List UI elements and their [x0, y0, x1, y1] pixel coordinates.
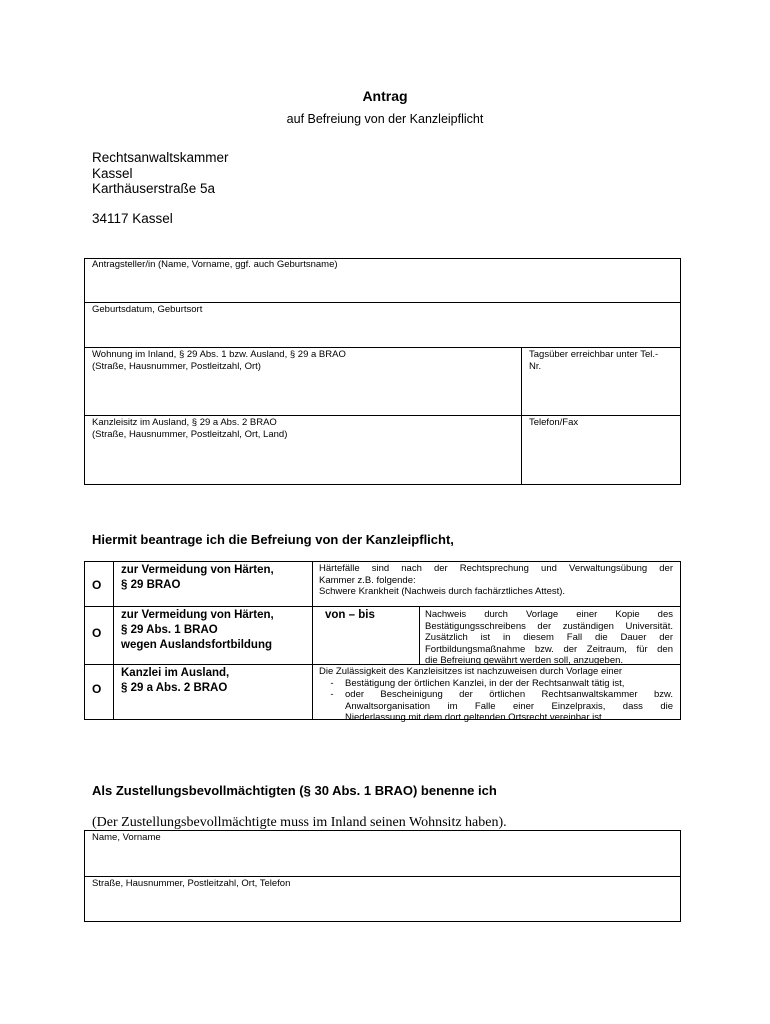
- agent-name-field[interactable]: Name, Vorname: [92, 832, 161, 843]
- option-label-line: § 29 BRAO: [121, 579, 181, 591]
- note-line: Schwere Krankheit (Nachweis durch fachärztliches Attest).: [319, 586, 566, 597]
- recipient-line: Rechtsanwaltskammer: [92, 150, 229, 165]
- recipient-postcode-city: 34117 Kassel: [92, 211, 173, 226]
- option-training-note: [425, 609, 673, 667]
- option-label-line: § 29 Abs. 1 BRAO: [121, 624, 218, 636]
- table-divider: [84, 415, 681, 416]
- table-divider: [419, 606, 420, 664]
- recipient-line: Karthäuserstraße 5a: [92, 181, 216, 196]
- option-label-line: zur Vermeidung von Härten,: [121, 609, 274, 621]
- note-line: Kammer z.B. folgende:: [319, 574, 416, 586]
- foreign-office-sublabel: (Straße, Hausnummer, Postleitzahl, Ort, Land): [92, 428, 288, 440]
- option-hardship-checkbox[interactable]: O: [92, 578, 102, 592]
- daytime-phone-label: Nr.: [529, 360, 542, 372]
- option-foreign-office-label: [121, 666, 229, 696]
- table-divider: [84, 302, 681, 303]
- option-foreign-office-note: [319, 666, 673, 724]
- note-line: Zusätzlich ist in diesem Fall die Dauer der: [425, 632, 673, 643]
- option-training-label: [121, 608, 274, 653]
- recipient-line: Kassel: [92, 165, 133, 181]
- note-line: Die Zulässigkeit des Kanzleisitzes ist nachzuweisen durch Vorlage einer: [319, 666, 623, 677]
- table-divider: [521, 347, 522, 485]
- option-hardship-label: [121, 563, 274, 593]
- option-hardship-note: [319, 563, 673, 598]
- option-training-checkbox[interactable]: O: [92, 626, 102, 640]
- note-line: oder Bescheinigung der örtlichen Rechtsanwaltskammer bzw.: [345, 689, 673, 700]
- note-line: Niederlassung mit dem dort geltenden Ortsrecht vereinbar ist.: [345, 712, 605, 723]
- option-label-line: Kanzlei im Ausland,: [121, 667, 230, 679]
- option-label-line: zur Vermeidung von Härten,: [121, 564, 274, 576]
- option-label-line: § 29 a Abs. 2 BRAO: [121, 682, 228, 694]
- option-foreign-office-checkbox[interactable]: O: [92, 682, 102, 696]
- training-period-field[interactable]: von – bis: [325, 609, 375, 621]
- table-divider: [84, 876, 681, 877]
- table-divider: [312, 561, 313, 720]
- document-title: Antrag: [362, 88, 408, 104]
- note-line: die Befreiung gewährt werden soll, anzugeben.: [425, 655, 624, 666]
- recipient-address: [92, 150, 229, 197]
- request-heading: Hiermit beantrage ich die Befreiung von der Kanzleipflicht,: [92, 532, 454, 547]
- document-subtitle: auf Befreiung von der Kanzleipflicht: [286, 112, 484, 126]
- residence-sublabel: (Straße, Hausnummer, Postleitzahl, Ort): [92, 360, 261, 372]
- note-bullet-item: [319, 689, 673, 724]
- phone-fax-field[interactable]: Telefon/Fax: [529, 417, 579, 428]
- residence-field[interactable]: [92, 349, 346, 372]
- agent-note: (Der Zustellungsbevollmächtigte muss im Inland seinen Wohnsitz haben).: [92, 815, 507, 830]
- note-line: Nachweis durch Vorlage einer Kopie des: [425, 609, 673, 620]
- note-line: Anwaltsorganisation im Falle einer Einzelpraxis, dass die: [345, 700, 673, 712]
- table-divider: [84, 347, 681, 348]
- foreign-office-field[interactable]: [92, 417, 287, 440]
- note-bullet-item: [319, 678, 673, 690]
- note-line: Fortbildungsmaßnahme bzw. der Zeitraum, für den: [425, 643, 673, 655]
- birth-date-place-field[interactable]: Geburtsdatum, Geburtsort: [92, 304, 203, 315]
- note-line: Bestätigungsschreibens der zuständigen Universität.: [425, 620, 673, 632]
- note-line: Bestätigung der örtlichen Kanzlei, in der der Rechtsanwalt tätig ist,: [345, 677, 625, 689]
- agent-heading: Als Zustellungsbevollmächtigten (§ 30 Abs. 1 BRAO) benenne ich: [92, 783, 497, 798]
- table-divider: [113, 561, 114, 720]
- residence-label: Wohnung im Inland, § 29 Abs. 1 bzw. Ausland, § 29 a BRAO: [92, 349, 346, 360]
- note-line: Härtefälle sind nach der Rechtsprechung und Verwaltungsübung der: [319, 563, 673, 574]
- table-divider: [84, 606, 681, 607]
- agent-address-field[interactable]: Straße, Hausnummer, Postleitzahl, Ort, Telefon: [92, 878, 291, 889]
- bullet-dash: -: [330, 677, 334, 689]
- bullet-dash: -: [330, 689, 334, 700]
- option-label-line: wegen Auslandsfortbildung: [121, 639, 272, 651]
- applicant-name-field[interactable]: Antragsteller/in (Name, Vorname, ggf. auch Geburtsname): [92, 259, 338, 270]
- foreign-office-label: Kanzleisitz im Ausland, § 29 a Abs. 2 BRAO: [92, 417, 277, 428]
- daytime-phone-label: Tagsüber erreichbar unter Tel.-: [529, 349, 659, 360]
- daytime-phone-field[interactable]: [529, 349, 658, 372]
